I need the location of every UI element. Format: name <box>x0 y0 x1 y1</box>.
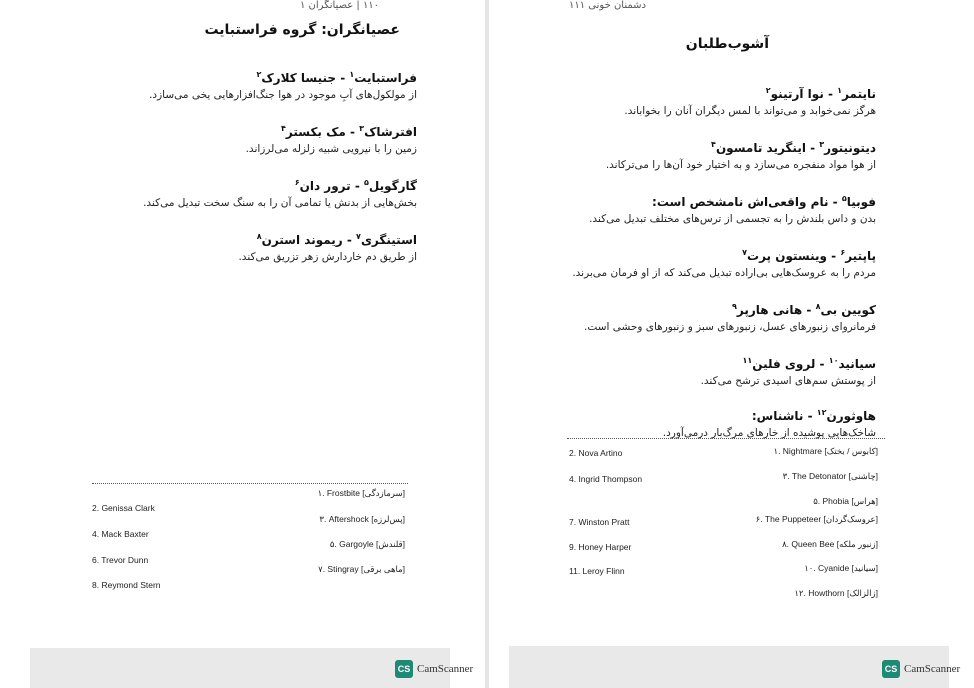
footnote: 4. Ingrid Thompson <box>569 474 643 484</box>
left-page-title: عصیانگران: گروه فراستبایت <box>204 22 400 38</box>
entry-hawthorn <box>663 404 876 441</box>
entry-name: هاوثورن$^{۱۲}$ - ناشناس: <box>751 408 876 423</box>
entry-name: سیانید$^{۱۰}$ - لروی فلین$^{۱۱}$ <box>742 356 876 371</box>
entry-phobia <box>589 190 876 227</box>
footnote: ۶. The Puppeteer [عروسک‌گردان] <box>755 514 878 524</box>
camscanner-logo-icon: CS <box>395 660 413 678</box>
footnote-separator <box>92 483 408 484</box>
entry-name: کویین بی$^۸$ - هانی هارپر$^۹$ <box>731 302 876 317</box>
camscanner-watermark-left <box>395 660 473 678</box>
entry-description: شاخک‌هایی پوشیده از خارهای مرگ‌بار درمی‌آورد. <box>662 427 876 439</box>
entry-description: از مولکول‌های آبِ موجود در هوا جنگ‌افزارهایی یخی می‌سازد. <box>149 89 417 101</box>
entry-description: مردم را به عروسک‌هایی بی‌اراده تبدیل می‌کند که از او فرمان می‌برند. <box>572 267 876 279</box>
entry-name: پاپتیر$^۶$ - وینستون پرت$^۷$ <box>742 248 876 263</box>
entry-description: هرگز نمی‌خوابد و می‌تواند با لمس دیگران آنان را بخواباند. <box>624 105 876 117</box>
entry-description: بخش‌هایی از بدنش یا تمامی آن را به سنگ سخت تبدیل می‌کند. <box>143 197 417 209</box>
entry-puppeteer <box>572 244 876 281</box>
right-running-header: دشمنان خونی ۱۱۱ <box>569 0 646 11</box>
entry-name: گارگویل$^۵$ - ترور دان$^۶$ <box>294 178 417 193</box>
camscanner-logo-icon: CS <box>882 660 900 678</box>
footnote: 2. Nova Artino <box>569 448 623 458</box>
footnote: ۱. Nightmare [کابوس / بختک] <box>773 446 878 456</box>
camscanner-label: CamScanner <box>417 663 474 675</box>
footnote: 4. Mack Baxter <box>92 529 149 539</box>
footnote: ۱. Frostbite [سرمازدگی] <box>317 488 405 498</box>
entry-name: فوبیا$^۵$ - نام واقعی‌اش نامشخص است: <box>652 194 876 209</box>
entry-name: استینگری$^۷$ - ریموند استرن$^۸$ <box>256 232 417 247</box>
footnote: ۵. Phobia [هراس] <box>813 496 878 506</box>
entry-description: از پوستش سم‌های اسیدی ترشح می‌کند. <box>700 375 876 387</box>
entry-aftershock <box>246 120 417 157</box>
entry-gargoyle <box>143 174 417 211</box>
entry-name: افترشاک$^۳$ - مک بکستر$^۴$ <box>280 124 417 139</box>
footnote: ۷. Stingray [ماهی برقی] <box>318 564 405 574</box>
entry-description: از طریق دم خاردارش زهر تزریق می‌کند. <box>238 251 417 263</box>
entry-stingray <box>238 228 417 265</box>
footnote: ۵. Gargoyle [قلندش] <box>329 539 405 549</box>
entry-frostbite <box>149 66 417 103</box>
footnote: 6. Trevor Dunn <box>92 555 149 565</box>
footnote: 9. Honey Harper <box>569 542 632 552</box>
footnote: 11. Leroy Flinn <box>569 566 625 576</box>
footnote: 2. Genissa Clark <box>92 503 155 513</box>
entry-description: از هوا مواد منفجره می‌سازد و به اختیار خود آن‌ها را می‌ترکاند. <box>605 159 876 171</box>
left-running-header: ۱۱۰ | عصیانگران ۱ <box>300 0 380 11</box>
scan-shadow <box>30 648 450 688</box>
entry-nightmare <box>624 82 876 119</box>
footnote: ۱۲. Howthorn [زالزالک] <box>794 588 878 598</box>
right-page-title: آشوب‌طلبان <box>685 36 769 52</box>
left-page <box>0 0 485 688</box>
entry-name: فراستبایت$^۱$ - جنیسا کلارک$^۲$ <box>256 70 417 85</box>
right-page <box>489 0 974 688</box>
entry-detonator <box>606 136 876 173</box>
entry-description: زمین را با نیرویی شبیه زلزله می‌لرزاند. <box>245 143 417 155</box>
footnote: ۸. Queen Bee [زنبور ملکه] <box>782 539 878 549</box>
camscanner-label: CamScanner <box>904 663 961 675</box>
entry-description: بدن و داس بلندش را به تجسمی از ترس‌های مختلف تبدیل می‌کند. <box>589 213 876 225</box>
footnote: 8. Reymond Stern <box>92 580 161 590</box>
footnote: ۳. The Detonator [چاشنی] <box>782 471 878 481</box>
footnote: ۱۰. Cyanide [سیانید] <box>804 563 878 573</box>
footnote: ۳. Aftershock [پس‌لرزه] <box>319 514 405 524</box>
entry-name: دیتونیتور$^۳$ - اینگرید تامسون$^۴$ <box>711 140 876 155</box>
footnote-separator <box>567 438 885 439</box>
entry-name: نایتمر$^۱$ - نوا آرتینو$^۲$ <box>765 86 876 101</box>
entry-queen-bee <box>584 298 876 335</box>
entry-description: فرمانروای زنبورهای عسل، زنبورهای سبز و زنبورهای وحشی است. <box>584 321 876 333</box>
entry-cyanide <box>701 352 876 389</box>
footnote: 7. Winston Pratt <box>569 517 630 527</box>
camscanner-watermark-right <box>882 660 960 678</box>
